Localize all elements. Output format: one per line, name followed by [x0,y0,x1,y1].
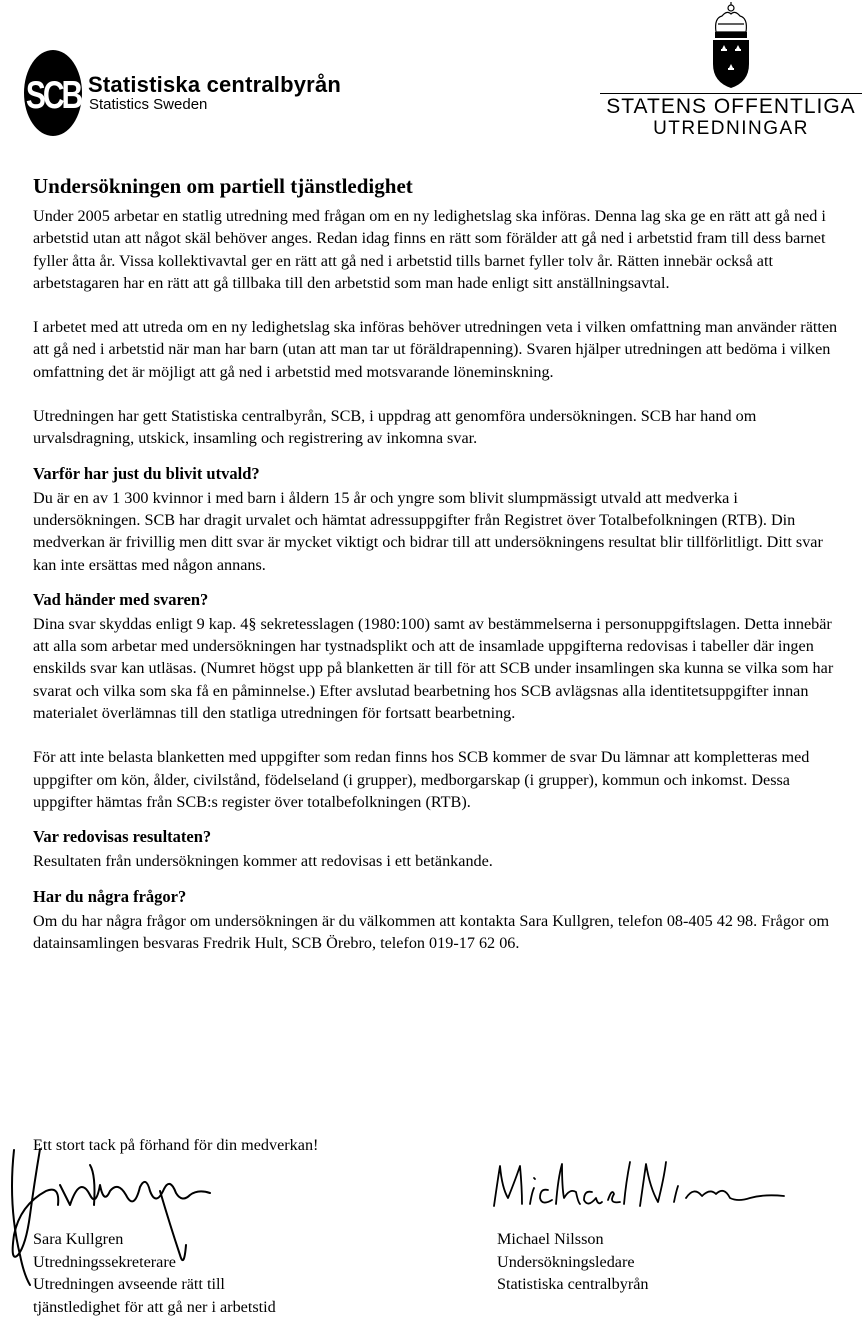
org-name-en: Statistics Sweden [89,96,208,113]
section-heading-utvald: Varför har just du blivit utvald? [33,463,260,483]
section-paragraph: För att inte belasta blanketten med uppgifter som redan finns hos SCB kommer de svar Du lämnar att kompletteras med uppgifter om kön, ålder, civilstånd, födelseland (i grupper), medborgarskap (i grupper), kommun och inkomst. Dessa uppgifter hämtas från SCB:s register över totalbefolkningen (RTB). [33,748,810,811]
section-heading-svaren: Vad händer med svaren? [33,589,209,609]
signer-right-name: Michael Nilsson [497,1230,604,1248]
signature-michael-nilsson [488,1158,788,1220]
signer-left-role: Utredningssekreterare [33,1252,176,1271]
signer-right [497,1228,649,1296]
section-paragraph: Om du har några frågor om undersökningen är du välkommen att kontakta Sara Kullgren, telefon 08-405 42 98. Frågor om datainsamlingen besvaras Fredrik Hult, SCB Örebro, telefon 019-17 62 06. [33,911,830,952]
sou-title-line1: STATENS OFFENTLIGA [606,95,856,118]
section-paragraph: Du är en av 1 300 kvinnor i med barn i åldern 15 år och yngre som blivit slumpmässigt utvald att medverka i undersökningen. SCB har dragit urvalet och hämtat adressuppgifter från Registret över Totalbefolkningen (RTB). Din medverkan är frivillig men ditt svar är mycket viktigt och bidrar till att undersökningens resultat blir tillförlitligt. Ditt svar kan inte ersättas med någon annans. [33,488,823,574]
section-heading-resultaten: Var redovisas resultaten? [33,827,212,847]
crown-emblem-icon [700,2,762,90]
signer-right-role: Undersökningsledare [497,1252,635,1271]
sou-divider [600,93,862,94]
letter-title: Undersökningen om partiell tjänstledighet [33,174,413,198]
svg-text:SCB: SCB [25,74,81,117]
section-heading-fragor: Har du några frågor? [33,886,187,906]
intro-paragraph-1: Under 2005 arbetar en statlig utredning med frågan om en ny ledighetslag ska införas. Denna lag ska ge en rätt att gå ned i arbetstid utan att något skäl behöver anges. Redan idag finns en rätt som förälder att gå ned i arbetstid fram till dess barnet fyller åtta år. Vissa kollektivavtal ger en rätt att gå ned i arbetstid tills barnet fyller tolv år. Rätten innebär också att arbetstagaren har en rätt att gå tillbaka till den arbetstid som man hade enligt sitt anställningsavtal. [33,207,826,292]
signer-left-org-line2: tjänstledighet för att gå ner i arbetstid [33,1297,276,1316]
signer-left [33,1228,276,1318]
sou-title-line2: UTREDNINGAR [653,118,809,139]
intro-paragraph-2: I arbetet med att utreda om en ny ledighetslag ska införas behöver utredningen veta i vilken omfattning man använder rätten att gå ned i arbetstid när man har barn (utan att man tar ut föräldrapenning). Svaren hjälper utredningen att bedöma i vilken omfattning det är möjligt att gå ned i arbetstid med motsvarande löneminskning. [33,318,838,381]
letter-body [33,172,839,954]
intro-paragraph-3: Utredningen har gett Statistiska centralbyrån, SCB, i uppdrag att genomföra undersökningen. SCB har hand om urvalsdragning, utskick, insamling och registrering av inkomna svar. [33,407,757,448]
signer-right-org: Statistiska centralbyrån [497,1275,649,1293]
thanks-line: Ett stort tack på förhand för din medverkan! [33,1136,319,1154]
scb-logo-icon [22,48,84,138]
signer-left-org-line1: Utredningen avseende rätt till [33,1275,225,1293]
signer-left-name: Sara Kullgren [33,1230,124,1248]
org-name: Statistiska centralbyrån [88,72,342,97]
section-paragraph: Resultaten från undersökningen kommer att redovisas i ett betänkande. [33,852,493,871]
section-paragraph: Dina svar skyddas enligt 9 kap. 4§ sekretesslagen (1980:100) samt av bestämmelserna i personuppgiftslagen. Detta innebär att alla som arbetar med undersökningen har tystnadsplikt och att de insamlade uppgifterna redovisas i tabeller där ingen enskilds svar kan utläsas. (Numret högst upp på blanketten är till för att SCB under insamlingen ska kunna se vilka som har svarat och vilka som ska få en påminnelse.) Efter avslutad bearbetning hos SCB avlägsnas alla identitetsuppgifter innan materialet överlämnas till den statliga utredningen för fortsatt bearbetning. [33,614,834,723]
